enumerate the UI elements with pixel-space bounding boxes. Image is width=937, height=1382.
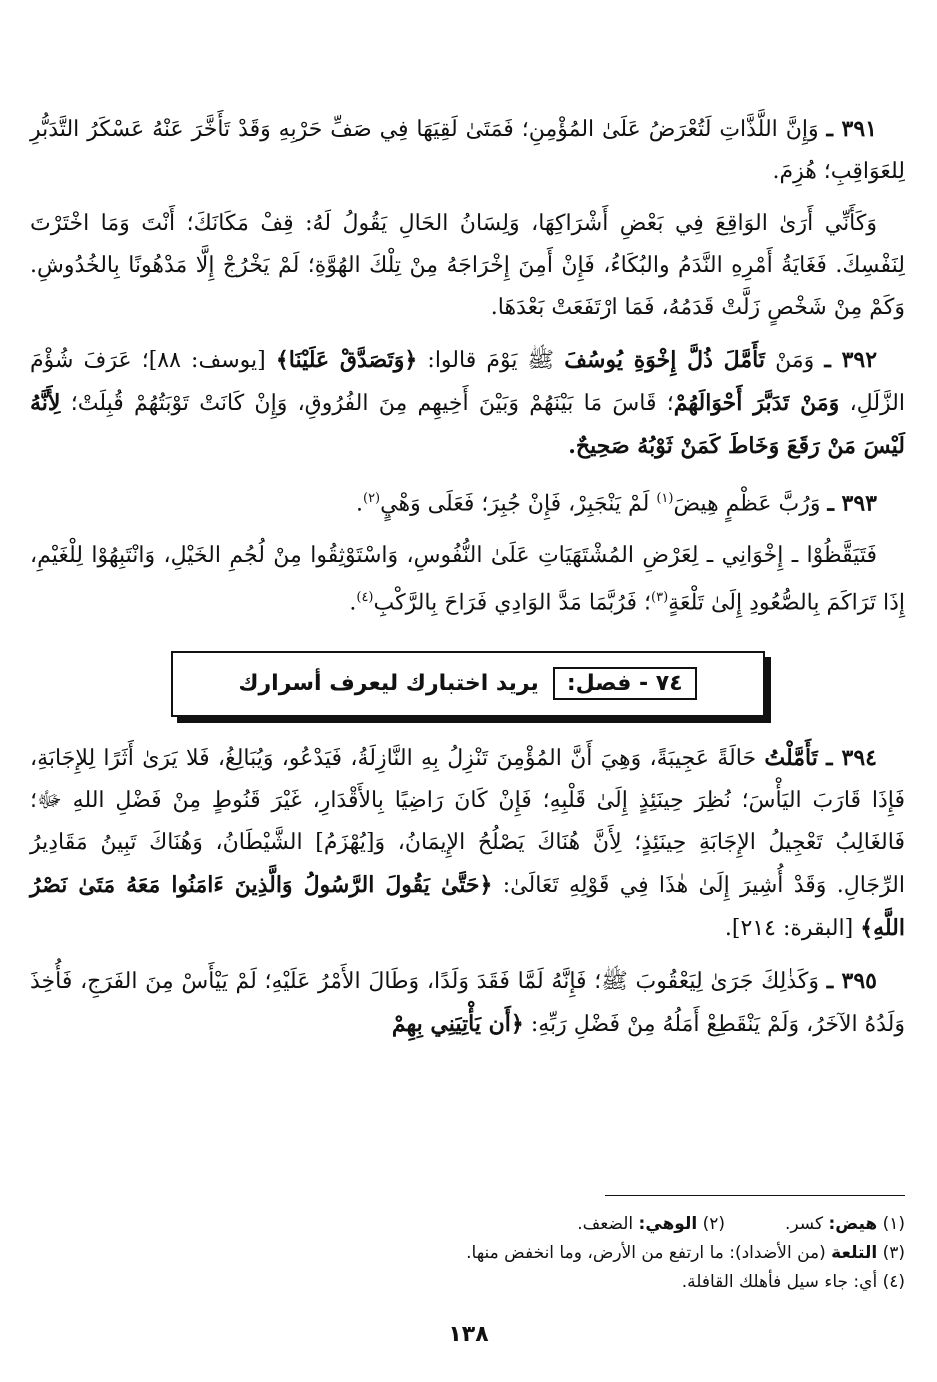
paragraph-395 bbox=[30, 960, 905, 1046]
paragraph-text: وَرُبَّ عَظْمٍ هِيضَ bbox=[673, 491, 821, 517]
paragraph-394 bbox=[30, 737, 905, 950]
footnote-divider bbox=[605, 1195, 905, 1196]
quran-quote: ﴿أَن يَأْتِيَنِي بِهِمْ bbox=[391, 1010, 524, 1037]
footnote-text: أي: جاء سيل فأهلك القافلة. bbox=[681, 1272, 878, 1292]
paragraph-text: حَالَةً عَجِيبَةً، وَهِيَ أَنَّ المُؤْمِنَ تَنْزِلُ بِهِ النَّازِلَةُ، فَيَدْعُو، وَيُبَالِغُ، فَلا يَرَىٰ أَثَرًا لِلإِجَابَةِ، فَإِذَا قَارَبَ اليَأْسَ؛ نُظِرَ حِينَئِذٍ إِلَىٰ قَلْبِهِ؛ فَإِنْ كَانَ رَاضِيًا بِالأَقْدَارِ، غَيْرَ قَنُوطٍ مِنْ فَضْلِ اللهِ ﷻ؛ فَالغَالِبُ تَعْجِيلُ الإِجَابَةِ حِينَئِذٍ؛ لِأَنَّ هُنَاكَ يَصْلُحُ الإِيمَانُ، وَ[يُهْزَمُ] الشَّيْطَانُ، وَهُنَاكَ تَبِينُ مَقَادِيرُ الرِّجَالِ. وَقَدْ أُشِيرَ إِلَىٰ هٰذَا فِي قَوْلِهِ تَعَالَىٰ: bbox=[30, 745, 905, 898]
paragraph-text: وَإِنَّ اللَّذَّاتِ لَتُعْرَضُ عَلَىٰ المُؤْمِنِ؛ فَمَتَىٰ لَقِيَهَا فِي صَفِّ حَرْبِهِ وَقَدْ تَأَخَّرَ عَنْهُ عَسْكَرُ التَّدَبُّرِ لِلعَوَاقِبِ؛ هُزِمَ. bbox=[30, 117, 905, 184]
quran-reference: [يوسف: ٨٨]؛ عَرَفَ شُؤْمَ الزَّلَلِ، bbox=[30, 348, 905, 416]
footnote-text: (من الأضداد): ما ارتفع من الأرض، وما انخفض منها. bbox=[466, 1243, 826, 1263]
footnote-4 bbox=[45, 1268, 905, 1297]
footnote-marker[interactable]: (٢) bbox=[362, 491, 381, 506]
footnote-row bbox=[45, 1210, 905, 1239]
paragraph-number: ٣٩٤ ـ bbox=[826, 744, 877, 771]
paragraph-text: فَتَيَقَّظُوْا ـ إِخْوَانِي ـ لِعَرْضِ المُشْتَهَيَاتِ عَلَىٰ النُّفُوسِ، وَاسْتَوْثِقُوا مِنْ لُجُمِ الخَيْلِ، وَانْتَبِهُوْا لِلْغَيْمِ، إِذَا تَرَاكَمَ بِالصُّعُودِ إِلَىٰ تَلْعَةٍ bbox=[30, 543, 905, 616]
quran-reference: [البقرة: ٢١٤]. bbox=[724, 915, 854, 941]
page-number: ١٣٨ bbox=[448, 1322, 489, 1347]
footnote-text: كسر. bbox=[785, 1214, 824, 1234]
footnote-marker[interactable]: (٤) bbox=[356, 590, 374, 606]
quran-quote: ﴿حَتَّىٰ يَقُولَ الرَّسُولُ وَالَّذِينَ ءَامَنُوا مَعَهُ مَتَىٰ نَصْرُ اللَّهِ﴾ bbox=[30, 871, 905, 941]
footnote-number: (٢) bbox=[702, 1214, 725, 1234]
paragraph-text: ﷺ يَوْمَ قالوا: bbox=[427, 348, 555, 373]
paragraph-text: لَمْ يَنْجَبِرْ، فَإِنْ جُبِرَ؛ فَعَلَى وَهْيٍ bbox=[380, 491, 650, 517]
footnote-marker[interactable]: (٣) bbox=[651, 590, 669, 606]
bold-phrase: تَأَمَّلْتُ bbox=[764, 744, 818, 771]
footnotes bbox=[45, 1210, 905, 1297]
footnote-text: الضعف. bbox=[577, 1214, 634, 1234]
punctuation: . bbox=[355, 491, 363, 517]
paragraph-391 bbox=[30, 108, 905, 193]
chapter-label: ٧٤ - فصل: bbox=[553, 667, 697, 700]
paragraph-text: وَكَأَنِّي أَرَىٰ الوَاقِعَ فِي بَعْضِ أَشْرَاكِهَا، وَلِسَانُ الحَالِ يَقُولُ لَهُ: قِفْ مَكَانَكَ؛ أَنْتَ وَمَا اخْتَرْتَ لِنَفْسِكَ. فَغَايَةُ أَمْرِهِ النَّدَمُ والبُكَاءُ، فَإِنْ أَمِنَ إِخْرَاجَهُ مِنْ تِلْكَ الهُوَّةِ؛ لَمْ يَخْرُجْ إِلَّا مَدْهُونًا بِالخُدُوشِ. وَكَمْ مِنْ شَخْصٍ زَلَّتْ قَدَمُهُ، فَمَا ارْتَفَعَتْ بَعْدَهَا. bbox=[30, 211, 905, 320]
footnote-number: (٤) bbox=[882, 1272, 905, 1292]
chapter-heading-wrap bbox=[30, 651, 905, 717]
chapter-title: يريد اختبارك ليعرف أسرارك bbox=[238, 671, 539, 697]
footnote-marker[interactable]: (١) bbox=[656, 491, 674, 506]
paragraph-391-continuation bbox=[30, 203, 905, 329]
paragraph-text: ؛ قَاسَ مَا بَيْنَهُمْ وَبَيْنَ أَخِيهِم مِنَ الفُرُوقِ، وَإِنْ كَانَتْ تَوْبَتُهُمْ قُبِلَتْ؛ bbox=[70, 391, 674, 416]
paragraph-text: ؛ فَرُبَّمَا مَدَّ الوَادِي فَرَاحَ بِالرَّكْبِ bbox=[373, 590, 652, 616]
footnote-number: (٣) bbox=[882, 1243, 905, 1263]
punctuation: . bbox=[349, 590, 357, 616]
paragraph-393-continuation bbox=[30, 535, 905, 624]
bold-phrase: لِأَنَّهُ لَيْسَ مَنْ رَقَعَ وَخَاطَ كَمَنْ ثَوْبُهُ صَحِيحٌ. bbox=[30, 390, 905, 459]
footnote-number: (١) bbox=[882, 1214, 905, 1234]
paragraph-text: وَكَذٰلِكَ جَرَىٰ لِيَعْقُوبَ ﷺ؛ فَإِنَّهُ لَمَّا فَقَدَ وَلَدًا، وَطَالَ الأَمْرُ عَلَيْهِ؛ لَمْ يَيْأَسْ مِنَ الفَرَجِ، فَأُخِذَ وَلَدُهُ الآخَرُ، وَلَمْ يَنْقَطِعْ أَمَلُهُ مِنْ فَضْلِ رَبِّهِ: bbox=[30, 968, 905, 1037]
paragraph-393 bbox=[30, 478, 905, 525]
page-body bbox=[30, 108, 905, 1056]
paragraph-number: ٣٩١ ـ bbox=[826, 116, 877, 142]
footnote-term: هيض: bbox=[828, 1214, 878, 1234]
footnote-3 bbox=[45, 1239, 905, 1268]
paragraph-number: ٣٩٢ ـ bbox=[824, 347, 878, 373]
bold-phrase: تَأَمَّلَ ذُلَّ إِخْوَةِ يُوسُفَ bbox=[564, 347, 765, 373]
quran-quote: ﴿وَتَصَدَّقْ عَلَيْنَا﴾ bbox=[275, 347, 418, 373]
footnote-2 bbox=[577, 1210, 725, 1239]
paragraph-text: وَمَنْ bbox=[775, 348, 815, 373]
chapter-heading bbox=[171, 651, 765, 717]
bold-phrase: وَمَنْ تَدَبَّرَ أَحْوَالَهُمْ bbox=[673, 390, 840, 416]
footnote-term: التلعة bbox=[831, 1243, 878, 1263]
footnote-term: الوهي: bbox=[638, 1214, 698, 1234]
paragraph-number: ٣٩٥ ـ bbox=[826, 967, 877, 994]
paragraph-392 bbox=[30, 339, 905, 468]
footnote-1 bbox=[785, 1210, 905, 1239]
paragraph-number: ٣٩٣ ـ bbox=[827, 490, 877, 517]
